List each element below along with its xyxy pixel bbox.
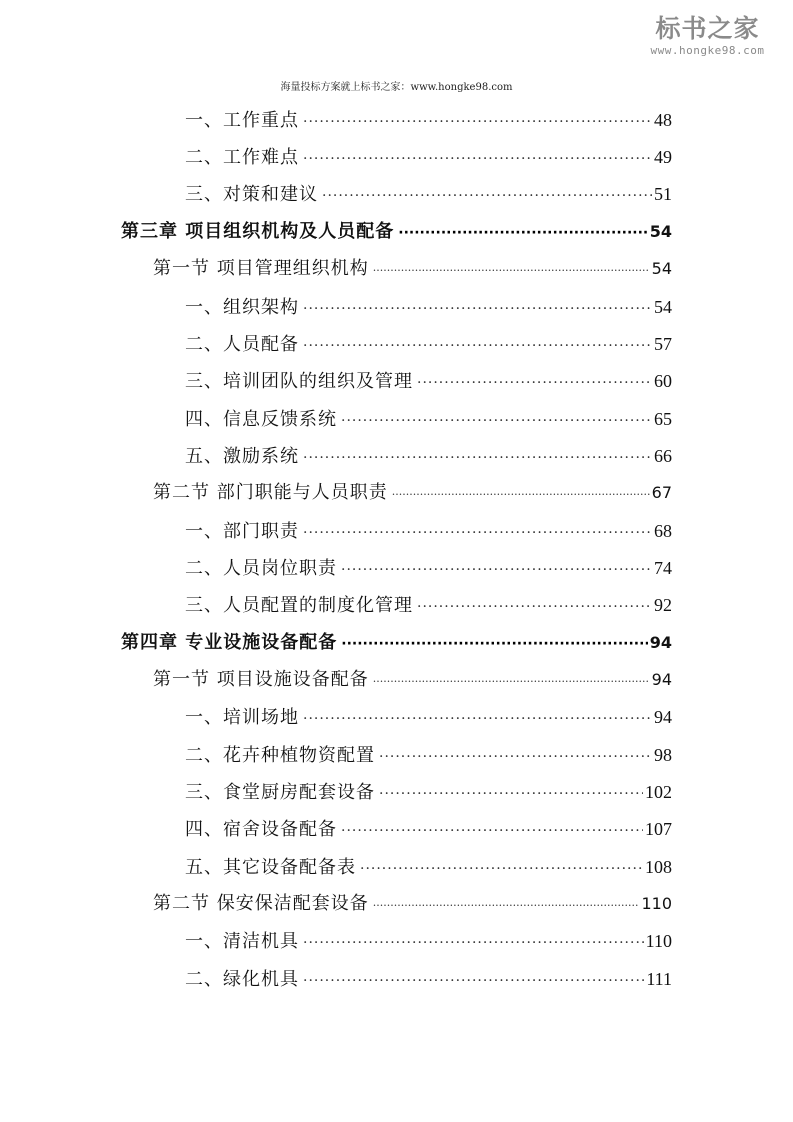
toc-entry-label: 一、清洁机具 xyxy=(185,931,299,952)
toc-entry-label: 五、其它设备配备表 xyxy=(185,857,356,878)
toc-leader-dots xyxy=(303,966,644,996)
toc-entry-page: 65 xyxy=(654,409,672,429)
toc-entry-page: 110 xyxy=(641,894,672,913)
toc-entry-page: 98 xyxy=(654,745,672,765)
toc-entry-label: 二、人员配备 xyxy=(185,334,299,355)
toc-entry-label: 一、部门职责 xyxy=(185,521,299,542)
toc-leader-dots xyxy=(379,779,643,809)
toc-entry-page: 110 xyxy=(645,931,672,951)
toc-leader-dots xyxy=(373,667,650,697)
toc-entry-page: 67 xyxy=(651,483,672,502)
logo-url: www.hongke98.com xyxy=(650,44,765,57)
toc-entry[interactable] xyxy=(185,105,672,135)
toc-entry-label: 第一节 项目设施设备配备 xyxy=(153,669,369,690)
toc-entry-page: 94 xyxy=(654,707,672,727)
toc-leader-dots xyxy=(373,891,640,921)
toc-entry-page: 68 xyxy=(654,521,672,541)
toc-entry-page: 102 xyxy=(645,782,672,802)
toc-entry[interactable] xyxy=(185,179,672,209)
toc-leader-dots xyxy=(373,256,650,286)
toc-leader-dots xyxy=(392,480,650,510)
toc-leader-dots xyxy=(303,107,652,137)
toc-entry-label: 二、人员岗位职责 xyxy=(185,558,337,579)
toc-section-entry[interactable] xyxy=(153,478,672,508)
toc-entry-page: 48 xyxy=(654,110,672,130)
toc-chapter-entry[interactable] xyxy=(121,628,672,658)
toc-entry[interactable] xyxy=(185,590,672,620)
toc-entry-page: 66 xyxy=(654,446,672,466)
toc-entry-label: 二、花卉种植物资配置 xyxy=(185,745,375,766)
toc-entry-label: 第二节 保安保洁配套设备 xyxy=(153,893,369,914)
toc-leader-dots xyxy=(417,368,652,398)
toc-section-entry[interactable] xyxy=(153,665,672,695)
toc-leader-dots xyxy=(379,742,652,772)
toc-leader-dots xyxy=(360,854,643,884)
toc-entry-page: 54 xyxy=(649,222,672,241)
logo-name: 标书之家 xyxy=(655,14,760,43)
toc-entry-label: 四、宿舍设备配备 xyxy=(185,819,337,840)
toc-entry-label: 一、组织架构 xyxy=(185,297,299,318)
toc-leader-dots xyxy=(341,406,652,436)
toc-entry-label: 第三章 项目组织机构及人员配备 xyxy=(121,221,395,242)
toc-entry[interactable] xyxy=(185,964,672,994)
toc-entry-page: 57 xyxy=(654,334,672,354)
toc-entry-page: 54 xyxy=(651,259,672,278)
toc-leader-dots xyxy=(341,629,647,659)
toc-entry-label: 二、工作难点 xyxy=(185,147,299,168)
toc-entry-page: 74 xyxy=(654,558,672,578)
toc-chapter-entry[interactable] xyxy=(121,217,672,247)
toc-entry[interactable] xyxy=(185,740,672,770)
toc-leader-dots xyxy=(398,218,647,248)
toc-entry-page: 92 xyxy=(654,595,672,615)
toc-entry[interactable] xyxy=(185,329,672,359)
toc-entry-label: 三、人员配置的制度化管理 xyxy=(185,595,413,616)
toc-entry-page: 107 xyxy=(645,819,672,839)
toc-entry[interactable] xyxy=(185,777,672,807)
toc-entry[interactable] xyxy=(185,366,672,396)
toc-entry-label: 第一节 项目管理组织机构 xyxy=(153,258,369,279)
toc-entry[interactable] xyxy=(185,852,672,882)
toc-leader-dots xyxy=(341,555,652,585)
toc-entry[interactable] xyxy=(185,516,672,546)
toc-entry-page: 60 xyxy=(654,371,672,391)
toc-entry-label: 三、培训团队的组织及管理 xyxy=(185,371,413,392)
toc-entry[interactable] xyxy=(185,553,672,583)
toc-entry[interactable] xyxy=(185,926,672,956)
toc-entry-label: 第四章 专业设施设备配备 xyxy=(121,632,338,653)
toc-entry-page: 49 xyxy=(654,147,672,167)
toc-entry[interactable] xyxy=(185,404,672,434)
toc-entry-label: 四、信息反馈系统 xyxy=(185,409,337,430)
toc-entry-label: 三、对策和建议 xyxy=(185,184,318,205)
toc-leader-dots xyxy=(341,816,643,846)
toc-entry[interactable] xyxy=(185,441,672,471)
toc-entry[interactable] xyxy=(185,292,672,322)
site-logo xyxy=(640,14,775,58)
toc-leader-dots xyxy=(303,144,652,174)
toc-entry-label: 五、激励系统 xyxy=(185,446,299,467)
toc-entry-page: 51 xyxy=(654,184,672,204)
toc-entry[interactable] xyxy=(185,142,672,172)
toc-entry-label: 二、绿化机具 xyxy=(185,969,299,990)
toc-entry-label: 一、工作重点 xyxy=(185,110,299,131)
toc-leader-dots xyxy=(303,704,652,734)
toc-entry-page: 54 xyxy=(654,297,672,317)
toc-leader-dots xyxy=(303,331,652,361)
toc-entry-label: 三、食堂厨房配套设备 xyxy=(185,782,375,803)
toc-entry-label: 第二节 部门职能与人员职责 xyxy=(153,482,388,503)
toc-entry-page: 94 xyxy=(649,633,672,652)
toc-leader-dots xyxy=(303,294,652,324)
toc-section-entry[interactable] xyxy=(153,254,672,284)
toc-leader-dots xyxy=(303,518,652,548)
toc-entry[interactable] xyxy=(185,702,672,732)
toc-entry-page: 111 xyxy=(646,969,672,989)
toc-leader-dots xyxy=(417,592,652,622)
toc-leader-dots xyxy=(303,443,652,473)
toc-leader-dots xyxy=(303,928,644,958)
toc-entry-page: 94 xyxy=(651,670,672,689)
toc-entry[interactable] xyxy=(185,814,672,844)
toc-leader-dots xyxy=(322,181,652,211)
header-banner: 海量投标方案就上标书之家：www.hongke98.com xyxy=(280,82,513,93)
toc-entry-label: 一、培训场地 xyxy=(185,707,299,728)
toc-section-entry[interactable] xyxy=(153,889,672,919)
toc-entry-page: 108 xyxy=(645,857,672,877)
